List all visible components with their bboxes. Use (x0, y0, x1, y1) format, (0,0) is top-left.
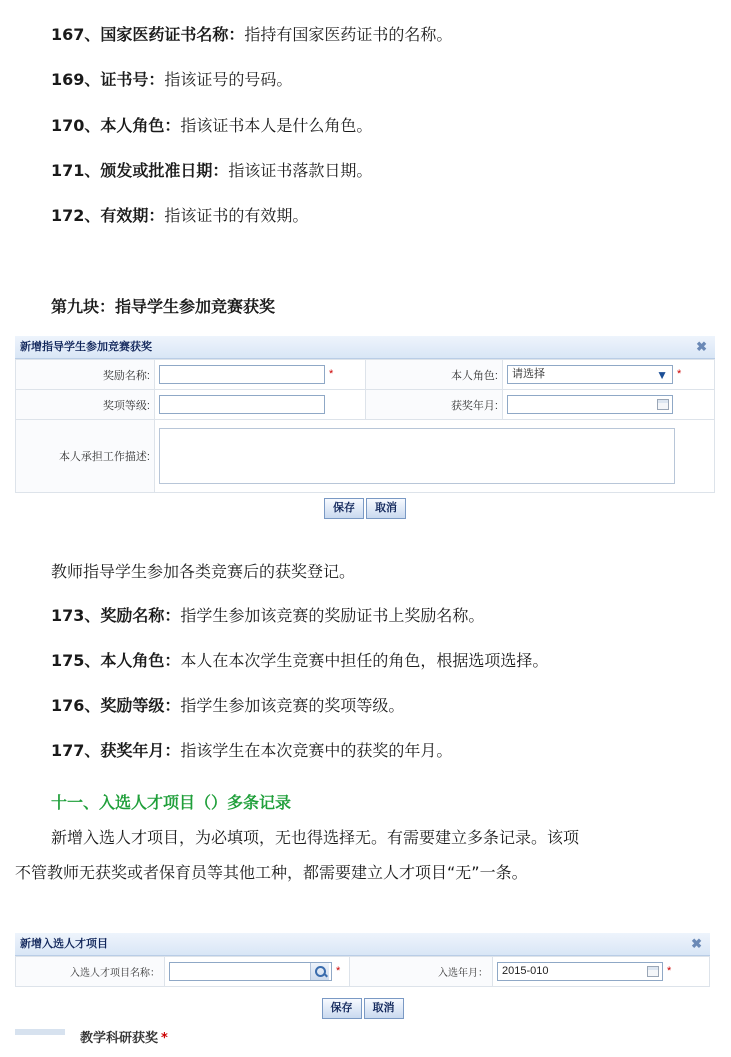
description-paragraph: 新增入选人才项目，为必填项，无也得选择无。有需要建立多条记录。该项 (51, 828, 580, 847)
item-description: 指该证号的号码。 (164, 70, 293, 89)
close-icon[interactable]: ✖ (696, 339, 707, 354)
year-date-input[interactable] (507, 395, 673, 414)
dialog-title: 新增指导学生参加竞赛获奖 (20, 341, 152, 353)
save-button[interactable]: 保存 (322, 998, 362, 1019)
selection-year-cell (493, 957, 710, 987)
award-name-cell (155, 360, 366, 390)
item-description: 指该证书落款日期。 (228, 161, 373, 180)
section-heading: 第九块：指导学生参加竞赛获奖 (51, 297, 276, 316)
level-cell (155, 390, 366, 420)
dialog-title: 新增入选人才项目 (20, 938, 108, 950)
year-label: 获奖年月: (366, 390, 503, 420)
item-description: 本人在本次学生竞赛中担任的角色，根据选项选择。 (180, 651, 549, 670)
cutoff-label-text: 教学科研获奖 (80, 1031, 159, 1046)
dialog-title-bar (15, 933, 710, 956)
calendar-icon[interactable] (657, 399, 669, 410)
level-input[interactable] (159, 395, 325, 414)
item-term: 奖励名称： (100, 606, 181, 625)
item-term: 获奖年月： (100, 741, 181, 760)
award-name-input[interactable] (159, 365, 325, 384)
level-label: 奖项等级: (16, 390, 155, 420)
list-item (51, 693, 404, 716)
role-select[interactable] (507, 365, 673, 384)
desc-label: 本人承担工作描述: (16, 420, 155, 493)
item-description: 指该证书本人是什么角色。 (180, 116, 373, 135)
list-item (51, 22, 452, 45)
item-number: 173、 (51, 606, 101, 625)
role-label: 本人角色: (366, 360, 503, 390)
project-label: 入选人才项目名称： (16, 957, 165, 987)
search-icon[interactable] (310, 963, 329, 980)
selection-year-value: 2015-010 (502, 965, 549, 977)
section-heading-green: 十一、入选人才项目（）多条记录 (51, 793, 292, 812)
cancel-button[interactable]: 取消 (364, 998, 404, 1019)
calendar-icon[interactable] (647, 966, 659, 977)
selection-year-input[interactable] (497, 962, 663, 981)
cutoff-row-marker (15, 1029, 65, 1035)
dialog-button-bar (15, 987, 710, 1019)
list-item (51, 158, 372, 181)
item-term: 奖励等级： (100, 696, 181, 715)
add-talent-project-dialog (15, 933, 710, 1019)
item-term: 本人角色： (100, 651, 181, 670)
description-paragraph: 不管教师无获奖或者保育员等其他工种，都需要建立人才项目“无”一条。 (15, 863, 528, 882)
award-name-label: 奖励名称: (16, 360, 155, 390)
required-mark: * (677, 368, 682, 381)
work-description-textarea[interactable] (159, 428, 675, 484)
talent-form (15, 956, 710, 987)
cancel-button[interactable]: 取消 (366, 498, 406, 519)
item-term: 有效期： (100, 206, 165, 225)
item-number: 172、 (51, 206, 101, 225)
year-cell (503, 390, 715, 420)
item-term: 颁发或批准日期： (100, 161, 229, 180)
close-icon[interactable]: ✖ (691, 936, 702, 951)
selection-year-label: 入选年月： (350, 957, 493, 987)
cutoff-label (80, 1027, 168, 1046)
item-number: 175、 (51, 651, 101, 670)
required-mark: * (161, 1031, 168, 1046)
dialog-button-bar (15, 493, 715, 519)
list-item (51, 113, 372, 136)
item-description: 指持有国家医药证书的名称。 (244, 25, 453, 44)
dialog-title-bar (15, 336, 715, 359)
role-cell (503, 360, 715, 390)
item-term: 证书号： (100, 70, 165, 89)
award-form (15, 359, 715, 493)
list-item (51, 203, 308, 226)
item-description: 指学生参加该竞赛的奖项等级。 (180, 696, 405, 715)
add-competition-award-dialog (15, 336, 715, 519)
role-select-value: 请选择 (512, 368, 545, 380)
item-number: 171、 (51, 161, 101, 180)
project-search-input[interactable] (169, 962, 332, 981)
item-term: 国家医药证书名称： (100, 25, 245, 44)
chevron-down-icon: ▼ (656, 368, 668, 382)
item-description: 指该证书的有效期。 (164, 206, 309, 225)
desc-cell (155, 420, 715, 493)
list-item (51, 603, 484, 626)
item-number: 167、 (51, 25, 101, 44)
required-mark: * (329, 368, 334, 381)
list-item (51, 738, 452, 761)
item-number: 176、 (51, 696, 101, 715)
item-description: 指学生参加该竞赛的奖励证书上奖励名称。 (180, 606, 485, 625)
item-number: 169、 (51, 70, 101, 89)
required-mark: * (336, 965, 341, 978)
item-number: 170、 (51, 116, 101, 135)
required-mark: * (667, 965, 672, 978)
list-item (51, 67, 292, 90)
project-cell (165, 957, 350, 987)
item-description: 指该学生在本次竞赛中的获奖的年月。 (180, 741, 453, 760)
item-number: 177、 (51, 741, 101, 760)
description-paragraph: 教师指导学生参加各类竞赛后的获奖登记。 (51, 562, 356, 581)
save-button[interactable]: 保存 (324, 498, 364, 519)
list-item (51, 648, 548, 671)
item-term: 本人角色： (100, 116, 181, 135)
